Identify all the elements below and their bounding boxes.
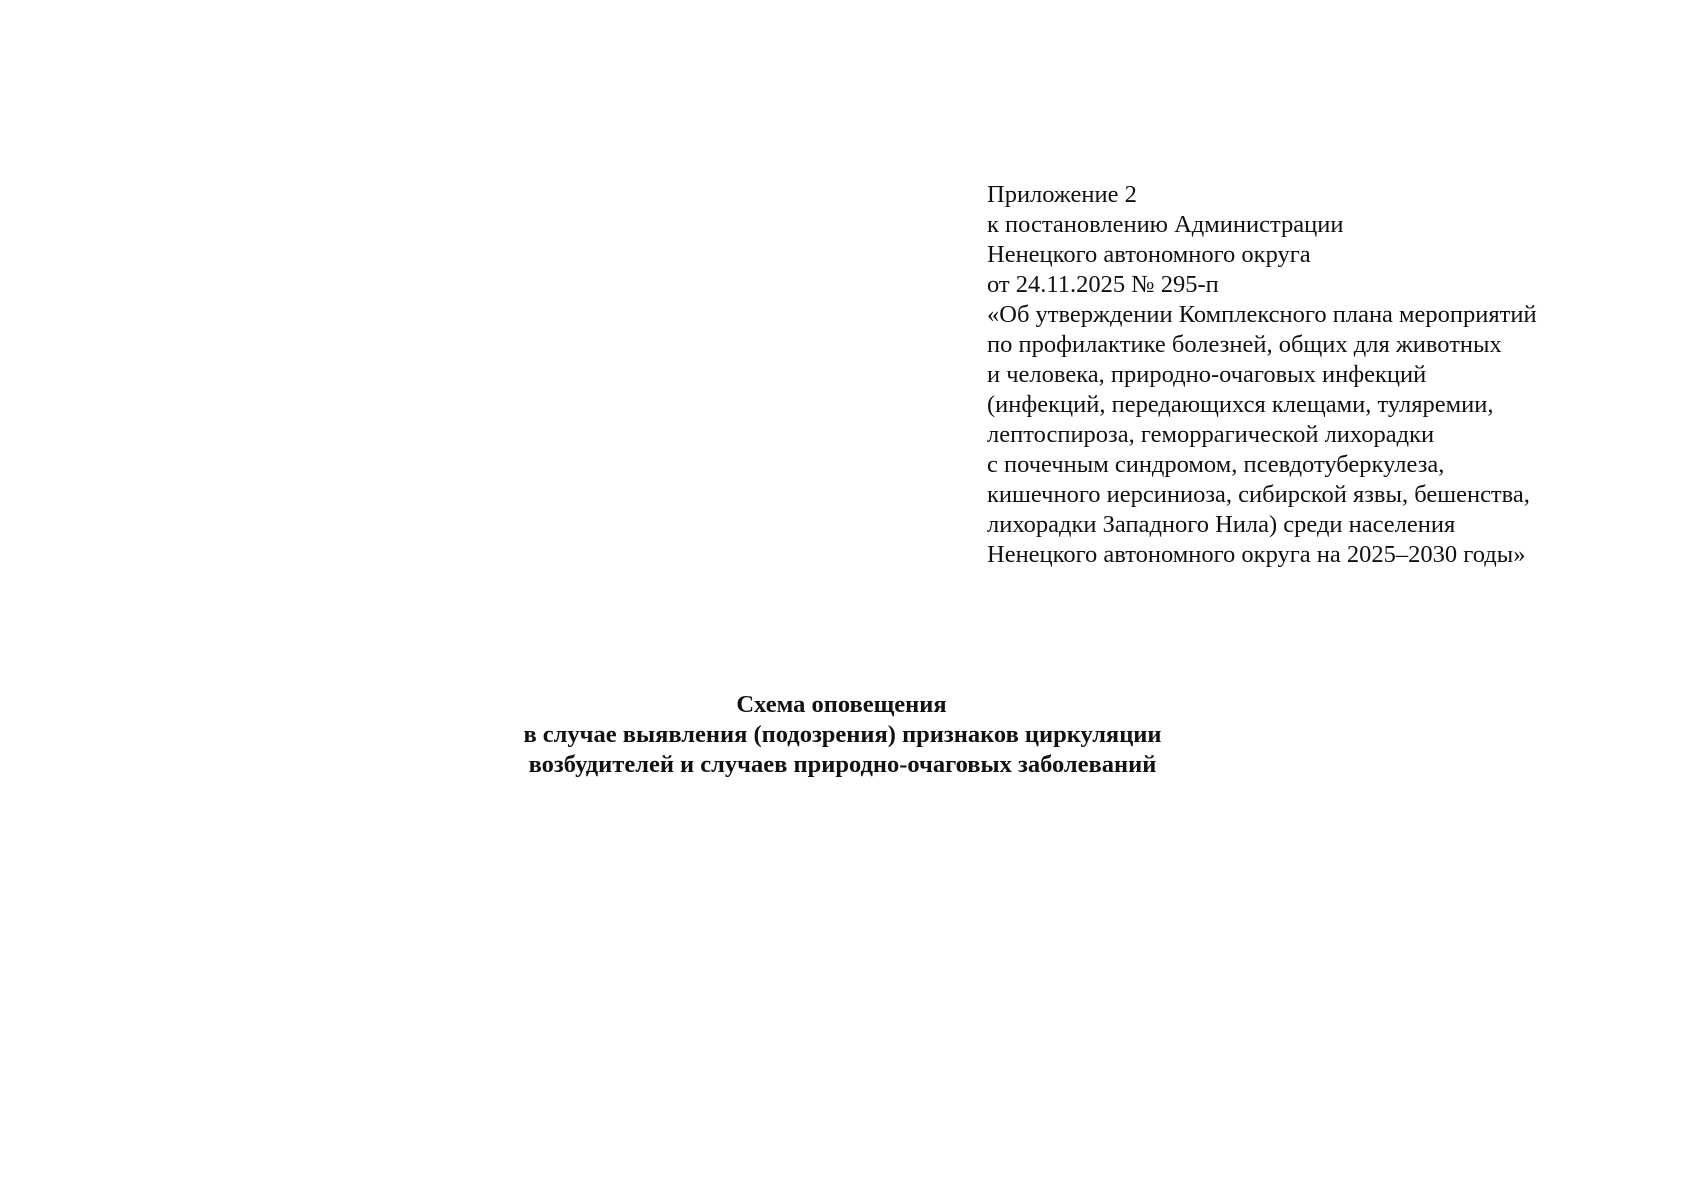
appendix-resolution-title-line: «Об утверждении Комплексного плана мероприятий [987, 301, 1537, 328]
appendix-header [987, 180, 1627, 570]
appendix-reference-line: к постановлению Администрации [987, 211, 1344, 238]
appendix-resolution-title-line: (инфекций, передающихся клещами, туляремии, [987, 391, 1494, 418]
appendix-resolution-title-line: с почечным синдромом, псевдотуберкулеза, [987, 451, 1445, 478]
appendix-resolution-title-line: по профилактике болезней, общих для животных [987, 331, 1502, 358]
appendix-resolution-title-line: лихорадки Западного Нила) среди населения [987, 511, 1456, 538]
appendix-resolution-title-line: лептоспироза, геморрагической лихорадки [987, 421, 1435, 448]
document-title-line: в случае выявления (подозрения) признаков циркуляции [523, 721, 1162, 748]
appendix-reference-line: Ненецкого автономного округа [987, 241, 1311, 268]
appendix-resolution-title-line: Ненецкого автономного округа на 2025–2030 годы» [987, 541, 1526, 568]
appendix-resolution-date: от 24.11.2025 № 295-п [987, 271, 1219, 298]
document-title [0, 690, 1685, 780]
appendix-number: Приложение 2 [987, 181, 1137, 208]
document-title-line: возбудителей и случаев природно-очаговых заболеваний [528, 751, 1157, 778]
appendix-resolution-title-line: и человека, природно-очаговых инфекций [987, 361, 1427, 388]
document-title-line: Схема оповещения [736, 691, 947, 718]
appendix-resolution-title-line: кишечного иерсиниоза, сибирской язвы, бешенства, [987, 481, 1530, 508]
